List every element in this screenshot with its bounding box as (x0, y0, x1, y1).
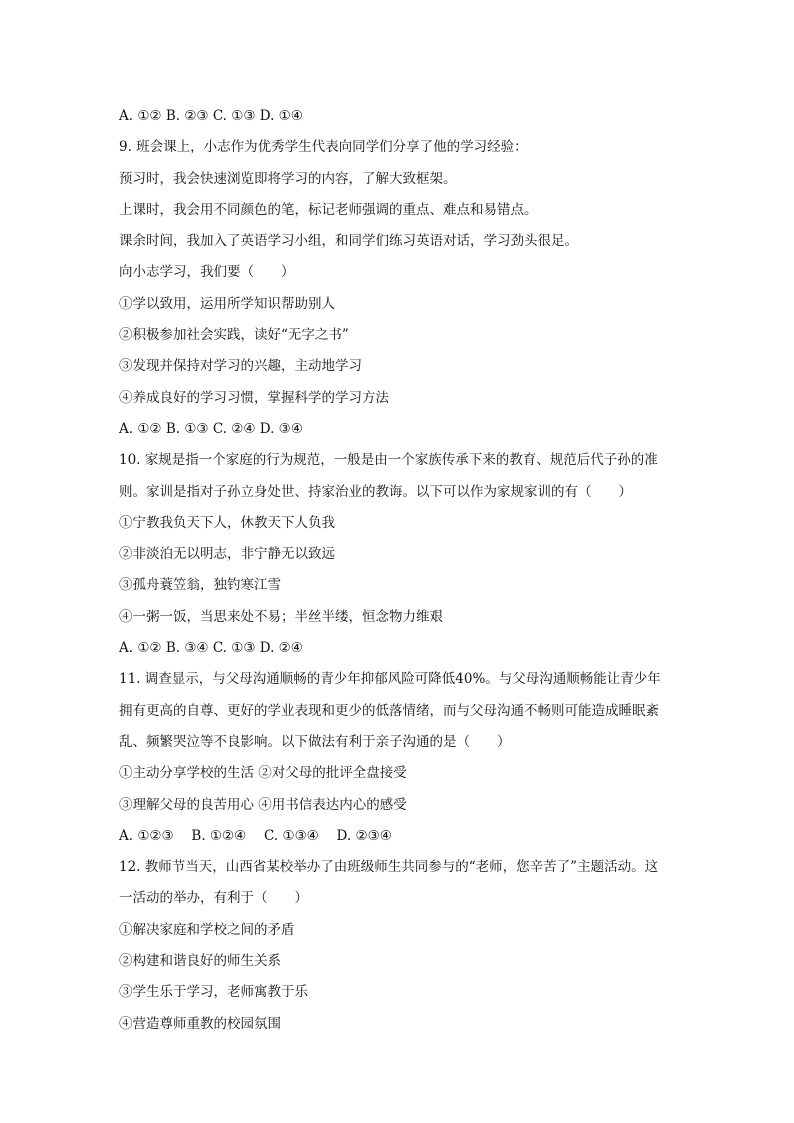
q12-item-2: ②构建和谐良好的师生关系 (119, 953, 281, 970)
q10-item-4: ④一粥一饭，当思来处不易；半丝半缕，恒念物力维艰 (119, 608, 443, 625)
exam-page (119, 101, 689, 1040)
q9-stem-line-2: 预习时，我会快速浏览即将学习的内容，了解大致框架。 (119, 170, 457, 187)
q10-item-1: ①宁教我负天下人，休教天下人负我 (119, 514, 335, 531)
q9-item-3: ③发现并保持对学习的兴趣，主动地学习 (119, 358, 362, 375)
q11-stem-line-1: 11. 调查显示，与父母沟通顺畅的青少年抑郁风险可降低40%。与父母沟通顺畅能让青少年 (119, 671, 661, 688)
q8-options: A. ①② B. ②③ C. ①③ D. ①④ (119, 108, 303, 124)
q11-stem-line-3: 乱、频繁哭泣等不良影响。以下做法有利于亲子沟通的是（ ） (119, 733, 511, 750)
q10-stem-line-2: 则。家训是指对子孙立身处世、持家治业的教诲。以下可以作为家规家训的有（ ） (119, 483, 632, 500)
q12-item-3: ③学生乐于学习，老师寓教于乐 (119, 984, 308, 1001)
q12-item-4: ④营造尊师重教的校园氛围 (119, 1015, 281, 1032)
q11-items-1-2: ①主动分享学校的生活 ②对父母的批评全盘接受 (119, 765, 407, 782)
q10-options: A. ①② B. ③④ C. ①③ D. ②④ (119, 640, 303, 657)
q11-stem-line-2: 拥有更高的自尊、更好的学业表现和更少的低落情绪，而与父母沟通不畅则可能造成睡眠紊 (119, 702, 659, 719)
q9-prompt: 向小志学习，我们要（ ） (119, 264, 295, 281)
q12-stem-line-2: 一活动的举办，有利于（ ） (119, 890, 308, 907)
q9-options: A. ①② B. ①③ C. ②④ D. ③④ (119, 420, 303, 437)
q11-options: A. ①②③ B. ①②④ C. ①③④ D. ②③④ (119, 827, 392, 844)
q12-stem-line-1: 12. 教师节当天，山西省某校举办了由班级师生共同参与的“老师，您辛苦了”主题活动。这 (119, 859, 659, 876)
q9-stem-line-3: 上课时，我会用不同颜色的笔，标记老师强调的重点、难点和易错点。 (119, 201, 538, 218)
q9-stem-line-1: 9. 班会课上，小志作为优秀学生代表向同学们分享了他的学习经验： (119, 139, 528, 156)
q10-item-2: ②非淡泊无以明志，非宁静无以致远 (119, 546, 335, 563)
q9-item-2: ②积极参加社会实践，读好“无字之书” (119, 327, 349, 344)
q9-stem-line-4: 课余时间，我加入了英语学习小组，和同学们练习英语对话，学习劲头很足。 (119, 233, 578, 250)
q10-item-3: ③孤舟蓑笠翁，独钓寒江雪 (119, 577, 281, 594)
q9-item-1: ①学以致用，运用所学知识帮助别人 (119, 295, 335, 312)
q10-stem-line-1: 10. 家规是指一个家庭的行为规范，一般是由一个家族传承下来的教育、规范后代子孙的准 (119, 452, 658, 469)
q11-items-3-4: ③理解父母的良苦用心 ④用书信表达内心的感受 (119, 796, 407, 813)
q12-item-1: ①解决家庭和学校之间的矛盾 (119, 921, 295, 938)
q9-item-4: ④养成良好的学习习惯，掌握科学的学习方法 (119, 389, 389, 406)
